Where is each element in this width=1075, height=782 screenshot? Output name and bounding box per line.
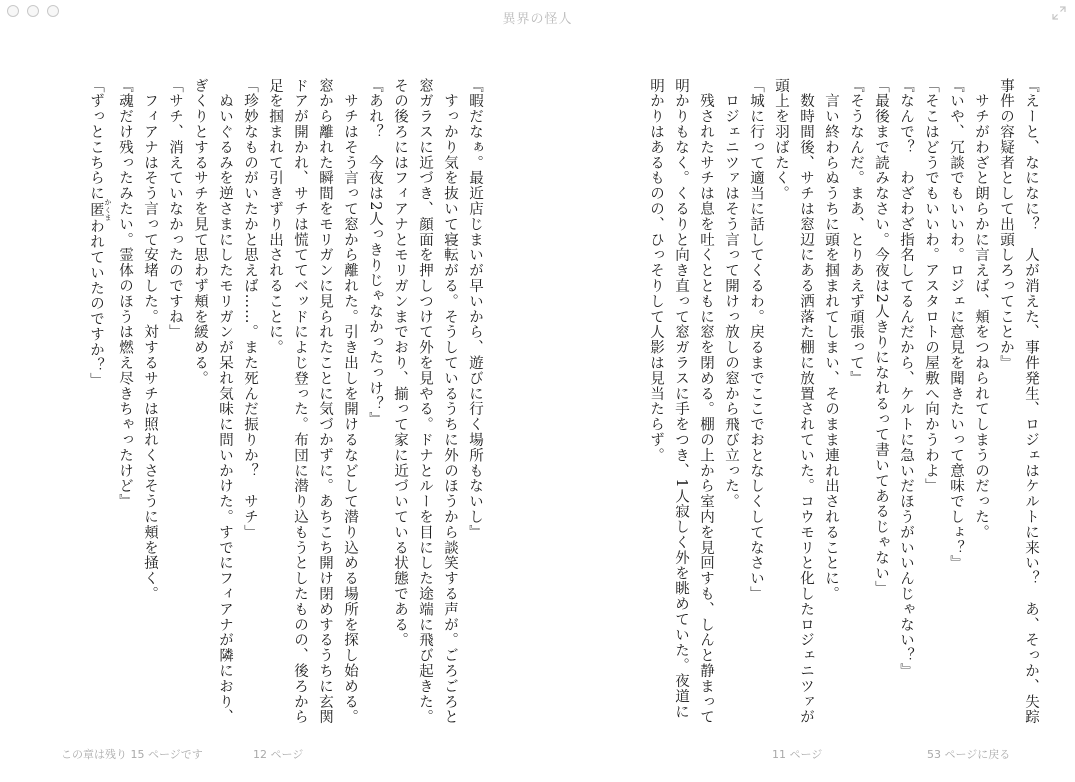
text-line: 言い終わらぬうちに頭を掴まれてしまい、そのまま連れ出されることに。: [823, 78, 839, 602]
text-line: 「ずっとこちらに匿 かくまわれていたのですか？」: [88, 78, 112, 389]
window-title: 異界の怪人: [502, 12, 573, 27]
text-line: 『いや、冗談でもいいわ。ロジェに意見を聞きたいって意味でしょ？』: [948, 78, 964, 571]
text-line: 明かりはあるものの、ひっそりして人影は見当たらず。: [648, 78, 664, 463]
back-to-page-link[interactable]: 53 ページに戻る: [927, 748, 1011, 761]
text-line: 残されたサチは息を吐くとともに窓を閉める。棚の上から室内を見回すも、しんと静まって: [698, 78, 714, 725]
text-line: サチはそう言って窓から離れた。引き出しを開けるなどして潜り込める場所を探し始める。: [342, 78, 358, 725]
text-line: 「最後まで読みなさい。今夜は2人きりになれるって書いてあるじゃない」: [873, 78, 889, 597]
text-line: 『暇だなぁ。最近店じまいが早いから、遊びに行く場所もないし』: [467, 78, 483, 540]
right-page: [603, 78, 1043, 738]
text-line: 「そこはどうでもいいわ。アスタロトの屋敷へ向かうわよ」: [923, 78, 939, 494]
text-line: その後ろにはフィアナとモリガンまでおり、揃って家に近づいている状態である。: [392, 78, 408, 648]
text-line: 明かりもなく。くるりと向き直って窓ガラスに手をつき、1人寂しく外を眺めていた。夜道に: [673, 78, 689, 720]
text-line: 頭上を羽ばたく。: [773, 78, 789, 202]
text-line: 窓から離れた瞬間をモリガンに見られたことに気づかずに。あちこち開け閉めするうちに玄関: [317, 78, 333, 725]
text-line: 窓ガラスに近づき、顔面を押しつけて外を見やる。ドナとルーを目にした途端に飛び起きた。: [417, 78, 433, 725]
left-page-number: 12 ページ: [253, 748, 304, 761]
text-line: ロジェニツァはそう言って開けっ放しの窓から飛び立った。: [723, 78, 739, 510]
text-line: サチがわざと朗らかに言えば、頬をつねられてしまうのだった。: [973, 78, 989, 540]
text-line: すっかり気を抜いて寝転がる。そうしているうちに外のほうから談笑する声が。ごろごろと: [442, 78, 458, 725]
text-line: 足を掴まれて引きずり出されることに。: [267, 78, 283, 356]
text-line: 『あれ？ 今夜は2人っきりじゃなかったっけ？』: [367, 78, 383, 427]
text-line: フィアナはそう言って安堵した。対するサチは照れくさそうに頬を掻く。: [142, 78, 158, 602]
text-line: 『魂だけ残ったみたい。霊体のほうは燃え尽きちゃったけど』: [117, 78, 133, 510]
text-line: ぎくりとするサチを見て思わず頬を緩める。: [192, 78, 208, 386]
text-line: 『えーと、なになに？ 人が消えた、事件発生、ロジェはケルトに来い？ あ、そっか、失踪: [1023, 78, 1039, 725]
left-page: [47, 78, 487, 738]
text-line: ぬいぐるみを逆さまにしたモリガンが呆れ気味に問いかけた。すでにフィアナが隣におり、: [217, 78, 233, 725]
text-line: 事件の容疑者として出頭しろってことか』: [998, 78, 1014, 371]
text-line: 『そうなんだ。まあ、とりあえず頑張って』: [848, 78, 864, 386]
right-page-number: 11 ページ: [772, 748, 823, 761]
fullscreen-icon[interactable]: [1052, 6, 1066, 20]
text-line: 「サチ、消えていなかったのですね」: [167, 78, 183, 340]
text-line: 「城に行って適当に話してくるわ。戻るまでここでおとなしくしてなさい」: [748, 78, 764, 602]
chapter-remaining-label: この章は残り 15 ページです: [61, 748, 203, 761]
text-line: 『なんで？ わざわざ指名してるんだから、ケルトに急いだほうがいいんじゃない？』: [898, 78, 914, 679]
text-line: 数時間後、サチは窓辺にある洒落た棚に放置されていた。コウモリと化したロジェニツァが: [798, 78, 814, 725]
text-line: ドアが開かれ、サチは慌ててベッドによじ登った。布団に潜り込もうとしたものの、後ろから: [292, 78, 308, 725]
title-bar: [0, 0, 1075, 34]
text-line: 「珍妙なものがいたかと思えば……。また死んだ振りか？ サチ」: [242, 78, 258, 540]
ruby-reading: かくま: [104, 198, 112, 222]
ruby-annotation: 匿 かくま: [88, 198, 112, 222]
